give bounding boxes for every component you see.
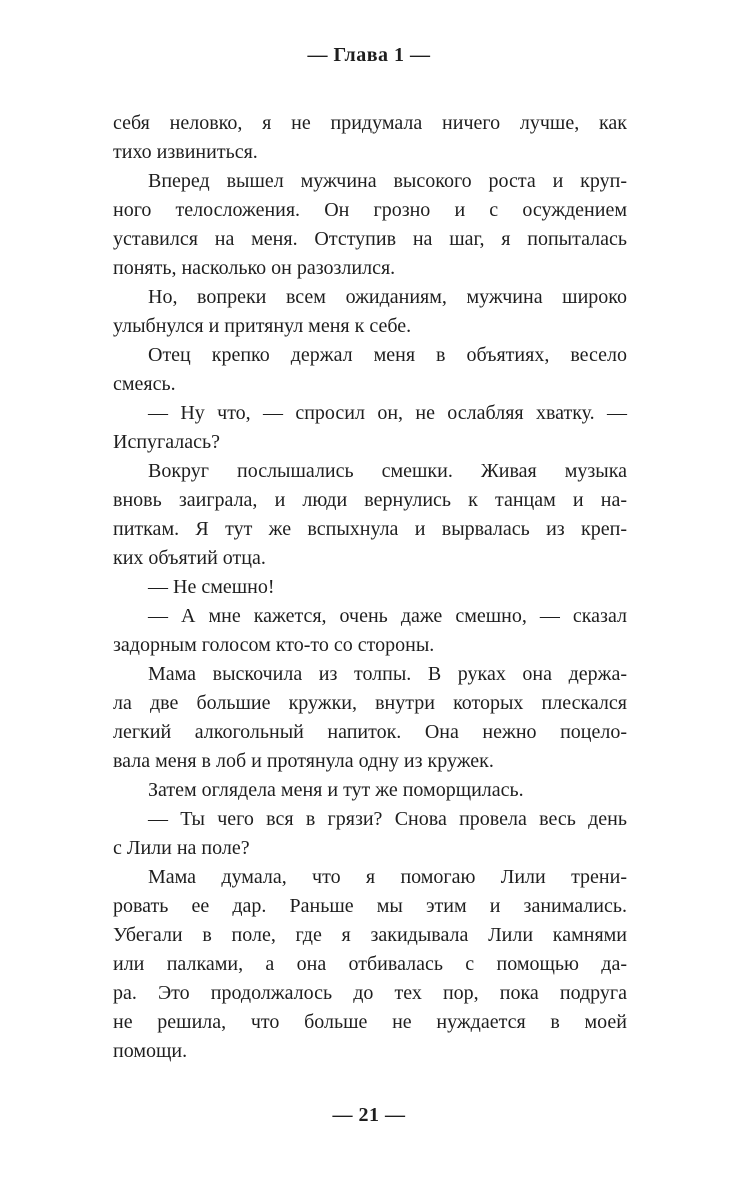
text-line: Вокруг послышались смешки. Живая музыка <box>148 460 627 482</box>
paragraph <box>113 573 627 602</box>
paragraph <box>113 660 627 776</box>
text-line: смеясь. <box>113 373 176 395</box>
text-block <box>113 109 627 1066</box>
text-line: — Ты чего вся в грязи? Снова провела весь день <box>148 808 627 830</box>
text-line: Отец крепко держал меня в объятиях, весело <box>148 344 627 366</box>
text-line: улыбнулся и притянул меня к себе. <box>113 315 412 337</box>
page-number: — 21 — <box>332 1104 406 1126</box>
text-line: ла две большие кружки, внутри которых плескался <box>113 692 627 714</box>
text-line: Мама выскочила из толпы. В руках она держа- <box>148 663 627 685</box>
text-line: ра. Это продолжалось до тех пор, пока подруга <box>113 982 627 1004</box>
text-line: Испугалась? <box>113 431 221 453</box>
text-line: Но, вопреки всем ожиданиям, мужчина широко <box>148 286 627 308</box>
chapter-heading: — Глава 1 — <box>307 44 431 66</box>
text-line: с Лили на поле? <box>113 837 250 859</box>
paragraph <box>113 602 627 660</box>
text-line: ких объятий отца. <box>113 547 266 569</box>
paragraph <box>113 457 627 573</box>
text-line: задорным голосом кто-то со стороны. <box>113 634 435 656</box>
text-line: — Не смешно! <box>148 576 275 598</box>
text-line: ровать ее дар. Раньше мы этим и занимались. <box>113 895 627 917</box>
text-line: Убегали в поле, где я закидывала Лили камнями <box>113 924 627 946</box>
paragraph <box>113 805 627 863</box>
text-line: Мама думала, что я помогаю Лили трени- <box>148 866 627 888</box>
text-line: не решила, что больше не нуждается в моей <box>113 1011 627 1033</box>
paragraph <box>113 399 627 457</box>
text-line: или палками, а она отбивалась с помощью да- <box>113 953 627 975</box>
text-line: помощи. <box>113 1040 188 1062</box>
paragraph <box>113 776 627 805</box>
text-line: себя неловко, я не придумала ничего лучше, как <box>113 112 627 134</box>
text-line: питкам. Я тут же вспыхнула и вырвалась из креп- <box>113 518 627 540</box>
text-line: — Ну что, — спросил он, не ослабляя хватку. — <box>148 402 627 424</box>
text-line: — А мне кажется, очень даже смешно, — сказал <box>148 605 627 627</box>
text-line: легкий алкогольный напиток. Она нежно поцело- <box>113 721 627 743</box>
text-line: вала меня в лоб и протянула одну из кружек. <box>113 750 494 772</box>
paragraph <box>113 341 627 399</box>
text-line: понять, насколько он разозлился. <box>113 257 396 279</box>
text-line: Вперед вышел мужчина высокого роста и круп- <box>148 170 627 192</box>
text-line: уставился на меня. Отступив на шаг, я попыталась <box>113 228 627 250</box>
paragraph <box>113 167 627 283</box>
text-line: вновь заиграла, и люди вернулись к танцам и на- <box>113 489 627 511</box>
text-line: ного телосложения. Он грозно и с осуждением <box>113 199 627 221</box>
paragraph <box>113 109 627 167</box>
text-line: Затем оглядела меня и тут же поморщилась. <box>148 779 524 801</box>
paragraph <box>113 283 627 341</box>
paragraph <box>113 863 627 1066</box>
text-line: тихо извиниться. <box>113 141 258 163</box>
